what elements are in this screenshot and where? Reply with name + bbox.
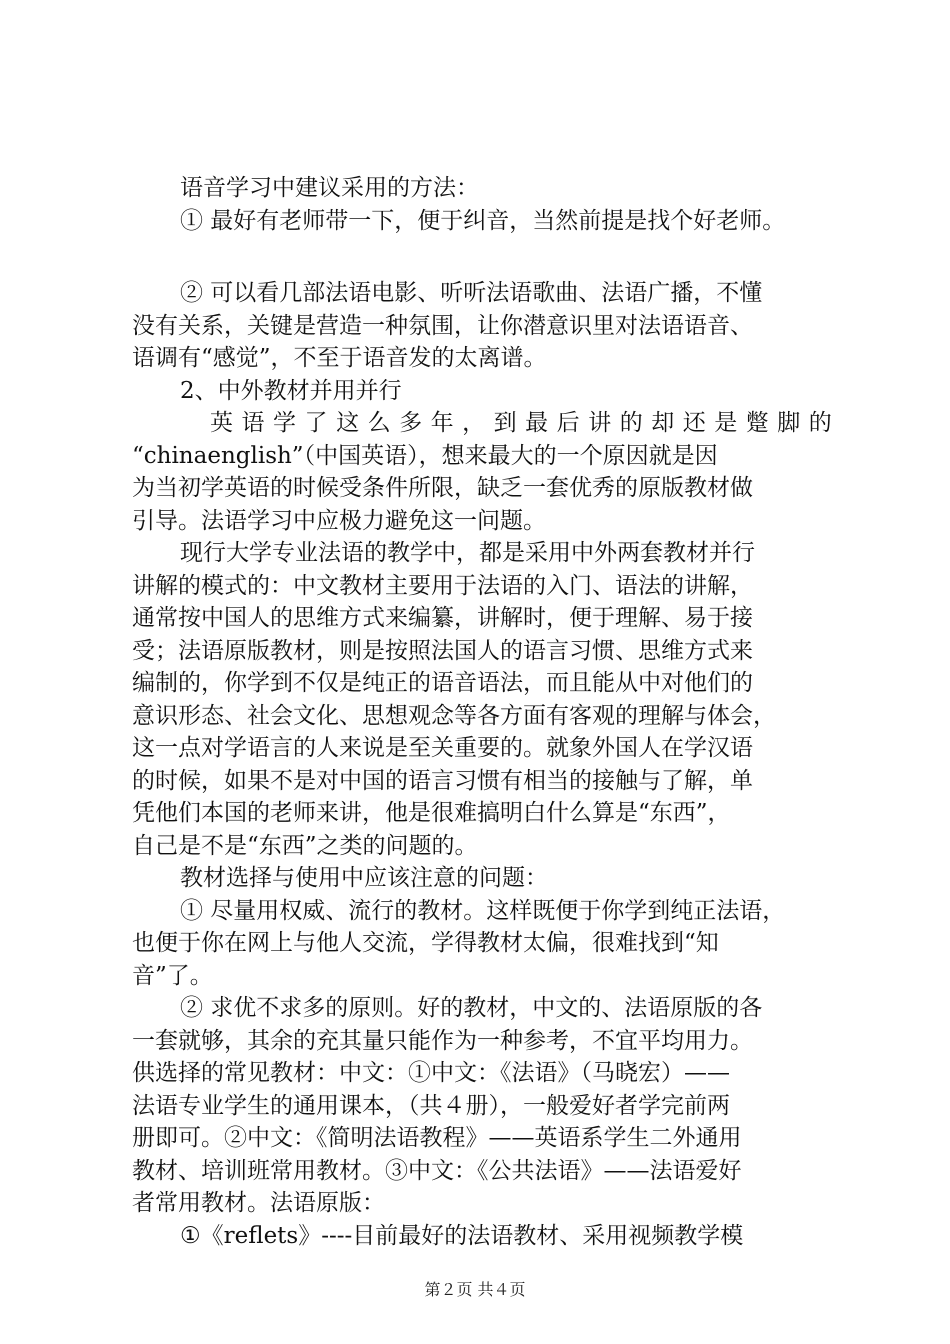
- spread-char: 这: [336, 410, 360, 436]
- paragraph-line: ①《reflets》----目前最好的法语教材、采用视频教学模: [180, 1222, 744, 1249]
- paragraph-line: 受；法语原版教材，则是按照法国人的语言习惯、思维方式来: [132, 637, 753, 664]
- paragraph-line: ① 最好有老师带一下，便于纠音，当然前提是找个好老师。: [180, 207, 786, 234]
- paragraph-line: 者常用教材。法语原版：: [132, 1190, 385, 1216]
- section-heading: 2、中外教材并用并行: [180, 377, 402, 404]
- spread-char: 到: [493, 410, 517, 436]
- spread-char: 后: [556, 410, 580, 436]
- spread-char: ，: [462, 410, 486, 436]
- spread-char: 最: [525, 410, 549, 436]
- spread-text: [210, 407, 832, 440]
- spread-char: 英: [210, 410, 233, 436]
- paragraph-line: 为当初学英语的时候受条件所限，缺乏一套优秀的原版教材做: [132, 475, 753, 501]
- body-text: [132, 172, 832, 1252]
- paragraph-line: 语调有“感觉”，不至于语音发的太离谱。: [132, 345, 547, 371]
- paragraph-line: 意识形态、社会文化、思想观念等各方面有客观的理解与体会，: [132, 702, 776, 729]
- spread-char: 是: [714, 410, 738, 436]
- paragraph-line: 没有关系，关键是营造一种氛围，让你潜意识里对法语语音、: [132, 312, 753, 339]
- paragraph-line: [132, 407, 832, 440]
- paragraph-line: 的时候，如果不是对中国的语言习惯有相当的接触与了解，单: [132, 767, 753, 794]
- spread-char: 蹩: [745, 410, 769, 436]
- paragraph-line: 教材选择与使用中应该注意的问题：: [180, 865, 548, 891]
- paragraph-gap: [132, 237, 832, 277]
- spread-char: 脚: [777, 410, 801, 436]
- paragraph-line: 教材、培训班常用教材。③中文：《公共法语》——法语爱好: [132, 1157, 742, 1184]
- paragraph-line: 这一点对学语言的人来说是至关重要的。就象外国人在学汉语: [132, 735, 753, 761]
- spread-char: 么: [367, 410, 391, 436]
- paragraph-line: ② 求优不求多的原则。好的教材，中文的、法语原版的各: [180, 995, 763, 1021]
- paragraph-line: 语音学习中建议采用的方法：: [180, 175, 479, 201]
- paragraph-line: 引导。法语学习中应极力避免这一问题。: [132, 507, 546, 534]
- paragraph-line: 自己是不是“东西”之类的问题的。: [132, 832, 478, 859]
- paragraph-line: ① 尽量用权威、流行的教材。这样既便于你学到纯正法语，: [180, 897, 786, 924]
- spread-char: 的: [619, 410, 643, 436]
- spread-char: 多: [399, 410, 423, 436]
- spread-char: 却: [651, 410, 675, 436]
- paragraph-line: 讲解的模式的：中文教材主要用于法语的入门、语法的讲解，: [132, 572, 753, 599]
- paragraph-line: 音”了。: [132, 962, 213, 989]
- page-footer: 第２页 共４页: [424, 1280, 526, 1299]
- paragraph-line: 册即可。②中文：《简明法语教程》——英语系学生二外通用: [132, 1125, 742, 1151]
- paragraph-line: 法语专业学生的通用课本，（共４册），一般爱好者学完前两: [132, 1092, 730, 1119]
- paragraph-line: “chinaenglish”（中国英语），想来最大的一个原因就是因: [132, 442, 718, 469]
- paragraph-line: 一套就够，其余的充其量只能作为一种参考，不宜平均用力。: [132, 1027, 753, 1054]
- spread-char: 的: [808, 410, 832, 436]
- paragraph-line: 凭他们本国的老师来讲，他是很难搞明白什么算是“东西”，: [132, 800, 731, 826]
- paragraph-line: 通常按中国人的思维方式来编纂，讲解时，便于理解、易于接: [132, 605, 753, 631]
- spread-char: 还: [682, 410, 706, 436]
- spread-char: 了: [304, 410, 328, 436]
- paragraph-line: 编制的，你学到不仅是纯正的语音语法，而且能从中对他们的: [132, 670, 753, 696]
- paragraph-line: 也便于你在网上与他人交流，学得教材太偏，很难找到“知: [132, 930, 719, 956]
- paragraph-line: ② 可以看几部法语电影、听听法语歌曲、法语广播，不懂: [180, 280, 763, 306]
- spread-char: 学: [273, 410, 297, 436]
- paragraph-line: 现行大学专业法语的教学中，都是采用中外两套教材并行: [180, 540, 755, 566]
- spread-char: 语: [241, 410, 265, 436]
- spread-char: 讲: [588, 410, 612, 436]
- spread-char: 年: [430, 410, 454, 436]
- paragraph-line: 供选择的常见教材：中文：①中文：《法语》（马晓宏）——: [132, 1060, 730, 1086]
